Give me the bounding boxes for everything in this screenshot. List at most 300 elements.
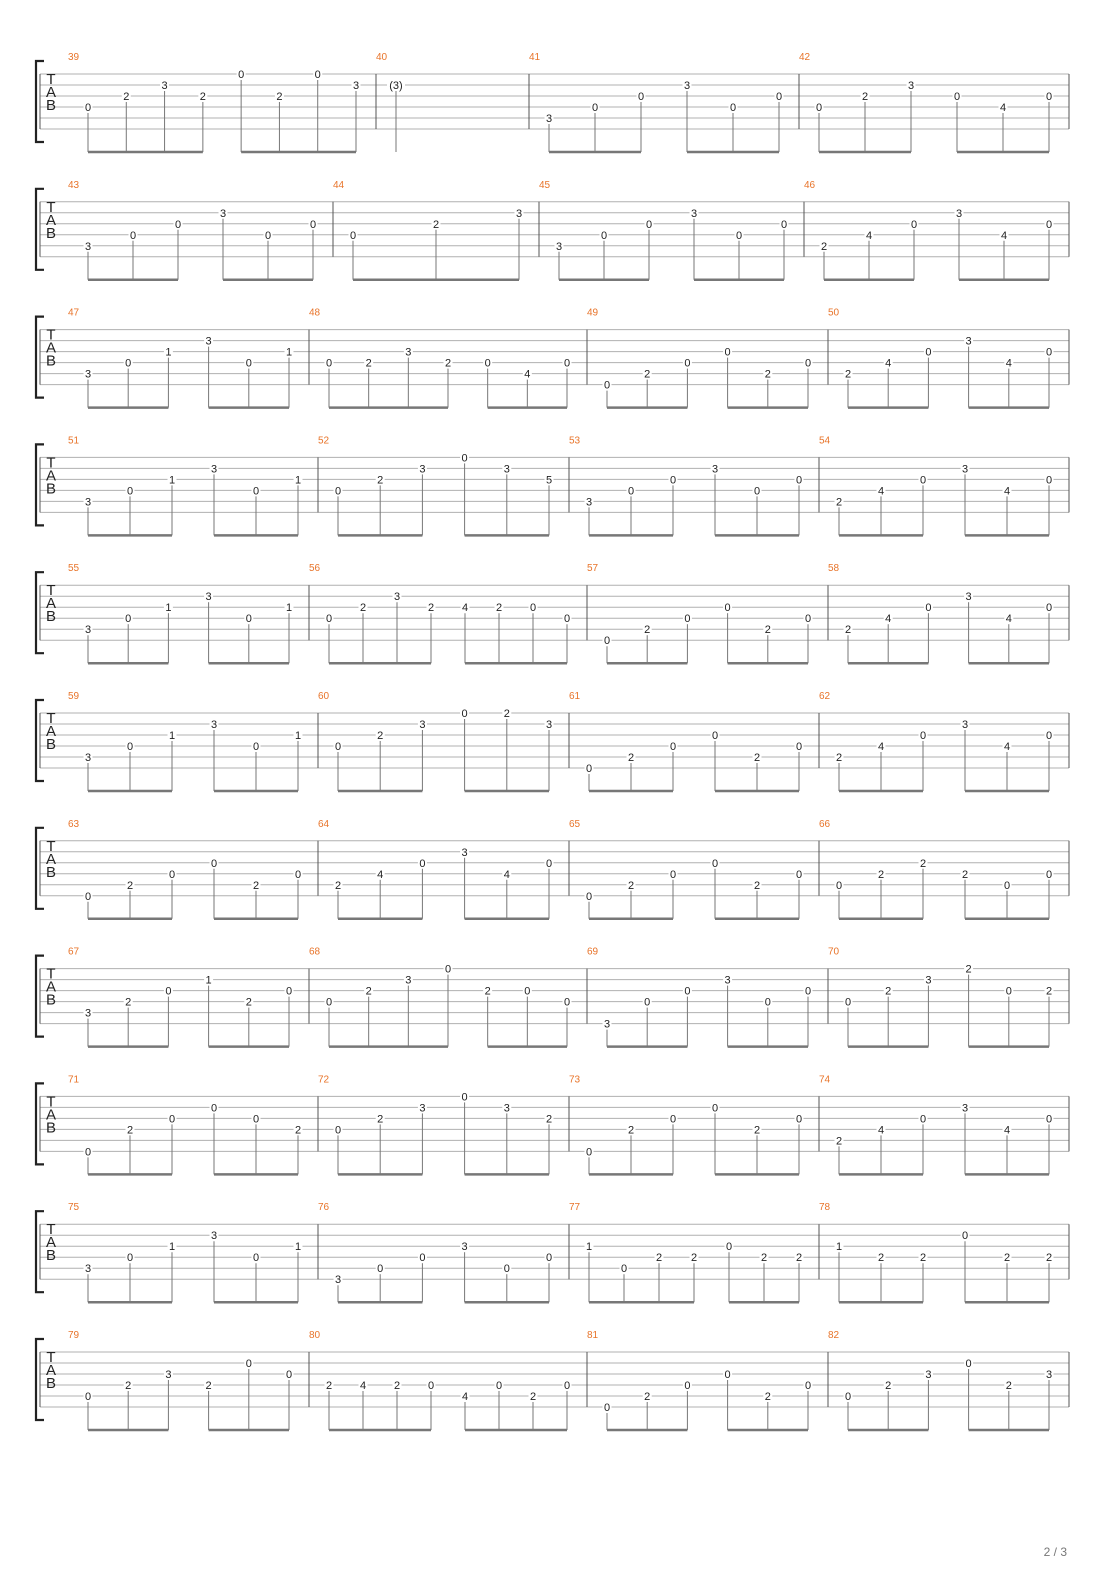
fret-number: 0 (637, 91, 645, 103)
fret-number: 0 (729, 102, 737, 114)
fret-number: 3 (84, 1007, 92, 1020)
fret-number: 3 (161, 80, 168, 92)
fret-number: 0 (711, 730, 719, 742)
tab-clef-letter: T (46, 1349, 56, 1366)
tab-system (36, 947, 1069, 1047)
measure-number: 72 (318, 1074, 330, 1086)
fret-number: 4 (1003, 485, 1011, 498)
measure-number: 39 (68, 52, 80, 63)
fret-number: 0 (252, 1252, 260, 1265)
measure-number: 53 (569, 435, 581, 447)
fret-number: 3 (405, 974, 412, 987)
fret-number: 0 (245, 613, 252, 626)
fret-number: 3 (219, 207, 227, 220)
fret-number: 1 (294, 1241, 302, 1254)
fret-number: 0 (1045, 868, 1053, 881)
fret-number: 0 (795, 741, 803, 753)
fret-number: 0 (919, 474, 927, 487)
measure-number: 79 (68, 1330, 80, 1341)
fret-number: 2 (529, 1391, 537, 1403)
measure-number: 52 (318, 435, 330, 447)
fret-number: 2 (861, 91, 869, 103)
fret-number: 0 (252, 485, 260, 498)
fret-number: 2 (627, 752, 635, 764)
fret-number: 0 (804, 985, 812, 998)
fret-number: 0 (835, 879, 843, 892)
fret-number: 0 (627, 485, 635, 498)
fret-number: 0 (965, 1358, 972, 1370)
fret-number: 0 (325, 996, 333, 1009)
fret-number: 1 (285, 602, 293, 615)
measure-number: 46 (804, 179, 816, 191)
measure-number: 50 (828, 307, 840, 319)
tab-system (36, 1330, 1069, 1430)
fret-number: 0 (126, 741, 134, 753)
fret-number: 4 (885, 613, 892, 626)
fret-number: 2 (965, 963, 972, 976)
fret-number: 2 (1005, 1380, 1012, 1392)
fret-number: 0 (1045, 730, 1053, 742)
measure-number: 48 (309, 307, 321, 319)
fret-number: 0 (168, 868, 176, 881)
fret-number: 0 (669, 868, 677, 881)
tab-clef-letter: T (46, 965, 56, 983)
fret-number: 2 (644, 368, 651, 381)
fret-number: 4 (359, 1380, 367, 1392)
measure-number: 73 (569, 1074, 581, 1086)
fret-number: 2 (644, 1391, 651, 1403)
fret-number: 0 (919, 730, 927, 742)
fret-number: 3 (419, 1102, 426, 1115)
fret-number: 2 (753, 879, 761, 892)
fret-number: 2 (126, 1124, 134, 1137)
fret-number: 0 (294, 868, 302, 881)
measure-number: 45 (539, 179, 551, 191)
fret-number: 3 (210, 719, 218, 731)
fret-number: 3 (84, 368, 92, 381)
measure-number: 82 (828, 1330, 840, 1341)
fret-number: 0 (804, 357, 812, 370)
fret-number: 4 (1005, 357, 1012, 370)
fret-number: 0 (325, 357, 333, 370)
fret-number: 2 (760, 1252, 768, 1265)
tab-system (36, 52, 1069, 152)
fret-number: 0 (84, 102, 92, 114)
fret-number: 0 (724, 1369, 731, 1381)
fret-number: 0 (84, 890, 92, 903)
fret-number: 1 (168, 730, 176, 742)
fret-number: 4 (461, 1391, 469, 1403)
measure-number: 78 (819, 1202, 831, 1214)
fret-number: 0 (210, 857, 218, 870)
tab-clef-letter: A (45, 723, 57, 740)
fret-number: 4 (461, 602, 469, 615)
fret-number: 1 (168, 1241, 176, 1254)
fret-number: 3 (461, 1241, 468, 1254)
fret-number: 3 (515, 207, 523, 220)
fret-number: 2 (919, 1252, 927, 1265)
fret-number: 4 (865, 229, 873, 242)
fret-number: 2 (764, 1391, 771, 1403)
fret-number: 3 (585, 496, 593, 509)
fret-number: 0 (314, 69, 321, 81)
fret-number: 2 (444, 357, 452, 370)
fret-number: 0 (775, 91, 783, 103)
fret-number: 2 (377, 730, 384, 742)
fret-number: 3 (545, 719, 553, 731)
fret-number: 0 (210, 1102, 218, 1115)
fret-number: 0 (84, 1391, 92, 1403)
fret-number: 2 (503, 708, 510, 720)
fret-number: 2 (199, 91, 206, 103)
measure-number: 40 (376, 52, 388, 63)
fret-number: 0 (444, 963, 452, 976)
fret-number: 4 (503, 868, 510, 881)
fret-number: 2 (644, 624, 651, 637)
fret-number: 0 (563, 357, 571, 370)
measure-number: 61 (569, 691, 581, 702)
tab-clef-letter: A (45, 850, 57, 868)
fret-number: 0 (591, 102, 599, 114)
tab-system (36, 1074, 1069, 1174)
fret-number: 0 (780, 218, 788, 231)
fret-number: 4 (1003, 741, 1011, 753)
fret-number: 3 (724, 974, 731, 987)
fret-number: 0 (238, 69, 245, 81)
fret-number: 2 (753, 1124, 761, 1137)
fret-number: 0 (925, 346, 932, 359)
fret-number: 2 (325, 1380, 333, 1392)
fret-number: 1 (168, 474, 176, 487)
fret-number: 0 (603, 635, 611, 648)
fret-number: 0 (1045, 602, 1053, 615)
fret-number: 2 (359, 602, 367, 615)
fret-number: 2 (294, 1124, 302, 1137)
fret-number: 0 (585, 890, 593, 903)
fret-number: 0 (377, 1263, 384, 1276)
fret-number: 3 (405, 346, 412, 359)
measure-number: 54 (819, 435, 831, 447)
page-number: 2 / 3 (1043, 1545, 1067, 1559)
fret-number: 0 (165, 985, 172, 998)
tab-clef-letter: T (46, 710, 56, 727)
fret-number: 0 (1045, 218, 1053, 231)
tab-clef-letter: T (46, 1093, 56, 1111)
tab-clef-letter: T (46, 326, 56, 344)
fret-number: 3 (461, 846, 468, 859)
fret-number: 0 (804, 613, 812, 626)
fret-number: 2 (125, 996, 132, 1009)
measure-number: 77 (569, 1202, 581, 1214)
fret-number: 2 (753, 752, 761, 764)
fret-number: 0 (126, 1252, 134, 1265)
tab-clef-letter: A (45, 1234, 57, 1252)
tab-clef-letter: B (45, 480, 57, 498)
measure-number: 42 (799, 52, 811, 63)
fret-number: 2 (627, 879, 635, 892)
fret-number: 0 (174, 218, 182, 231)
fret-number: 1 (165, 346, 172, 359)
fret-number: 0 (919, 1113, 927, 1126)
fret-number: 2 (123, 91, 130, 103)
fret-number: 0 (603, 1402, 611, 1414)
fret-number: 3 (210, 1230, 218, 1243)
fret-number: 0 (815, 102, 823, 114)
fret-number: 0 (252, 1113, 260, 1126)
fret-number: 0 (844, 1391, 852, 1403)
fret-number: 4 (1003, 1124, 1011, 1137)
fret-number: 0 (764, 996, 771, 1009)
fret-number: 3 (1045, 1369, 1053, 1381)
measure-number: 80 (309, 1330, 321, 1341)
fret-number: 2 (484, 985, 491, 998)
fret-number: 2 (844, 368, 852, 381)
fret-number: 0 (684, 613, 691, 626)
fret-number: 3 (961, 719, 969, 731)
tab-clef-letter: T (46, 71, 56, 88)
fret-number: 0 (264, 229, 272, 242)
fret-number: 0 (461, 452, 468, 465)
fret-number: 0 (524, 985, 531, 998)
fret-number: 3 (205, 335, 212, 348)
fret-number: 2 (627, 1124, 635, 1137)
fret-number: 2 (276, 91, 283, 103)
measure-number: 58 (828, 563, 840, 575)
fret-number: 0 (563, 996, 571, 1009)
fret-number: 0 (309, 218, 317, 231)
tab-clef-letter: A (45, 1362, 57, 1379)
measure-number: 55 (68, 563, 80, 575)
fret-number: 2 (377, 474, 384, 487)
fret-number: 2 (495, 602, 503, 615)
fret-number: 3 (334, 1274, 342, 1287)
fret-number: 3 (955, 207, 963, 220)
fret-number: 4 (885, 357, 892, 370)
measure-number: 47 (68, 307, 80, 319)
fret-number: 0 (645, 218, 653, 231)
fret-number: 2 (835, 752, 843, 764)
tab-system (36, 435, 1069, 535)
measure-number: 41 (529, 52, 541, 63)
fret-number: 0 (285, 985, 293, 998)
fret-number: 2 (545, 1113, 553, 1126)
measure-number: 44 (333, 179, 345, 191)
fret-number: 0 (724, 602, 731, 615)
fret-number: 0 (349, 229, 357, 242)
fret-number: 0 (545, 857, 553, 870)
fret-number: 3 (961, 463, 969, 476)
fret-number: 0 (753, 485, 761, 498)
tab-system (36, 819, 1069, 919)
fret-number: 4 (524, 368, 531, 381)
measure-number: 64 (318, 818, 330, 830)
fret-number: 0 (325, 613, 333, 626)
fret-number: 2 (885, 985, 892, 998)
fret-number: 0 (684, 1380, 691, 1392)
fret-number: 2 (125, 1380, 132, 1392)
tab-clef-letter: B (45, 1247, 57, 1265)
fret-number: 2 (764, 624, 771, 637)
fret-number: 4 (999, 102, 1007, 114)
fret-number: 0 (334, 1124, 342, 1137)
fret-number: 0 (285, 1369, 293, 1381)
fret-number: 0 (1045, 91, 1053, 103)
fret-number: 0 (563, 1380, 571, 1392)
fret-number: 0 (684, 357, 691, 370)
fret-number: 3 (393, 591, 401, 604)
tab-system (36, 563, 1069, 663)
tab-clef-letter: B (45, 991, 57, 1009)
fret-number: 0 (563, 613, 571, 626)
measure-number: 76 (318, 1202, 330, 1214)
fret-number: 0 (545, 1252, 553, 1265)
fret-number: 2 (205, 1380, 212, 1392)
fret-number: 0 (910, 218, 918, 231)
fret-number: 0 (419, 857, 426, 870)
measure-number: 43 (68, 179, 80, 191)
fret-number: 2 (1045, 1252, 1053, 1265)
tab-clef-letter: B (45, 736, 57, 753)
fret-number: 4 (1005, 613, 1012, 626)
fret-number: 3 (961, 1102, 969, 1115)
tab-clef-letter: T (46, 1221, 56, 1239)
fret-number: 2 (764, 368, 771, 381)
fret-number: 2 (795, 1252, 803, 1265)
tab-clef-letter: A (45, 211, 57, 229)
fret-number: 3 (84, 624, 92, 637)
fret-number: 0 (334, 741, 342, 753)
fret-number: 4 (1000, 229, 1008, 242)
fret-number: 3 (210, 463, 218, 476)
fret-number: 2 (126, 879, 134, 892)
fret-number: 5 (545, 474, 553, 487)
measure-number: 62 (819, 691, 831, 702)
tab-clef-letter: T (46, 198, 56, 216)
fret-number: 3 (84, 240, 92, 253)
measure-number: 74 (819, 1074, 831, 1086)
fret-number: 0 (129, 229, 137, 242)
tab-system (36, 180, 1069, 280)
fret-number: 2 (334, 879, 342, 892)
fret-number: 1 (165, 602, 172, 615)
tab-clef-letter: B (45, 352, 57, 370)
tab-system (36, 691, 1069, 791)
measure-number: 51 (68, 435, 80, 447)
fret-number: 0 (620, 1263, 628, 1276)
tab-clef-letter: T (46, 454, 56, 472)
measure-number: 56 (309, 563, 321, 575)
fret-number: 0 (125, 613, 132, 626)
measure-number: 65 (569, 818, 581, 830)
fret-number: 0 (795, 1113, 803, 1126)
fret-number: 1 (585, 1241, 593, 1254)
fret-number: 0 (125, 357, 132, 370)
fret-number: 0 (669, 1113, 677, 1126)
fret-number: 2 (377, 1113, 384, 1126)
measure-number: 68 (309, 946, 321, 958)
fret-number: 0 (1005, 985, 1012, 998)
fret-number: 2 (844, 624, 852, 637)
fret-number: 1 (294, 730, 302, 742)
measure-number: 67 (68, 946, 80, 958)
fret-number: 0 (925, 602, 932, 615)
fret-number: 2 (877, 1252, 885, 1265)
tab-clef-letter: T (46, 837, 56, 855)
fret-number: 3 (84, 1263, 92, 1276)
fret-number: 1 (205, 974, 212, 987)
fret-number: 0 (419, 1252, 426, 1265)
measure-number: 59 (68, 691, 80, 702)
fret-number: 0 (795, 474, 803, 487)
tab-clef-letter: B (45, 224, 57, 242)
fret-number: 3 (925, 1369, 932, 1381)
fret-number: 0 (804, 1380, 812, 1392)
fret-number: 3 (907, 80, 915, 92)
fret-number: 0 (795, 868, 803, 881)
fret-number: 0 (484, 357, 491, 370)
measure-number: 70 (828, 946, 840, 958)
fret-number: 0 (1045, 1113, 1053, 1126)
fret-number: 2 (835, 496, 843, 509)
tab-clef-letter: B (45, 1119, 57, 1137)
fret-number: 3 (965, 335, 972, 348)
measure-number: 69 (587, 946, 599, 958)
fret-number: 3 (603, 1018, 611, 1031)
fret-number: 0 (334, 485, 342, 498)
tab-clef-letter: B (45, 1375, 57, 1392)
fret-number: 2 (252, 879, 260, 892)
fret-number: 4 (877, 485, 885, 498)
tab-clef-letter: A (45, 84, 57, 101)
fret-number: 0 (603, 379, 611, 392)
fret-number: 0 (711, 1102, 719, 1115)
measure-number: 63 (68, 818, 80, 830)
fret-number: 4 (877, 1124, 885, 1137)
fret-number: 0 (461, 1091, 468, 1104)
fret-number: 3 (84, 752, 92, 764)
fret-number: 0 (461, 708, 468, 720)
fret-number: 4 (877, 741, 885, 753)
fret-number: 0 (529, 602, 537, 615)
fret-number: 0 (168, 1113, 176, 1126)
measure-number: 71 (68, 1074, 80, 1086)
fret-number: 2 (432, 218, 440, 231)
fret-number: 3 (419, 463, 426, 476)
tab-clef-letter: A (45, 595, 57, 613)
fret-number: 0 (252, 741, 260, 753)
fret-number: 2 (919, 857, 927, 870)
fret-number: 0 (1045, 346, 1053, 359)
fret-number: 0 (724, 346, 731, 359)
fret-number: 2 (655, 1252, 663, 1265)
fret-number: 2 (427, 602, 435, 615)
fret-number: 3 (84, 496, 92, 509)
fret-number: 2 (365, 357, 372, 370)
fret-number: 2 (820, 240, 828, 253)
fret-number: 3 (925, 974, 932, 987)
fret-number: 3 (965, 591, 972, 604)
tab-clef-letter: T (46, 582, 56, 600)
fret-number: 0 (684, 985, 691, 998)
fret-number: 3 (683, 80, 691, 92)
fret-number: 2 (690, 1252, 698, 1265)
fret-number: 3 (690, 207, 698, 220)
measure-number: 66 (819, 818, 831, 830)
fret-number: 0 (495, 1380, 503, 1392)
tab-clef-letter: B (45, 608, 57, 626)
fret-number: 0 (735, 229, 743, 242)
fret-number: 2 (961, 868, 969, 881)
